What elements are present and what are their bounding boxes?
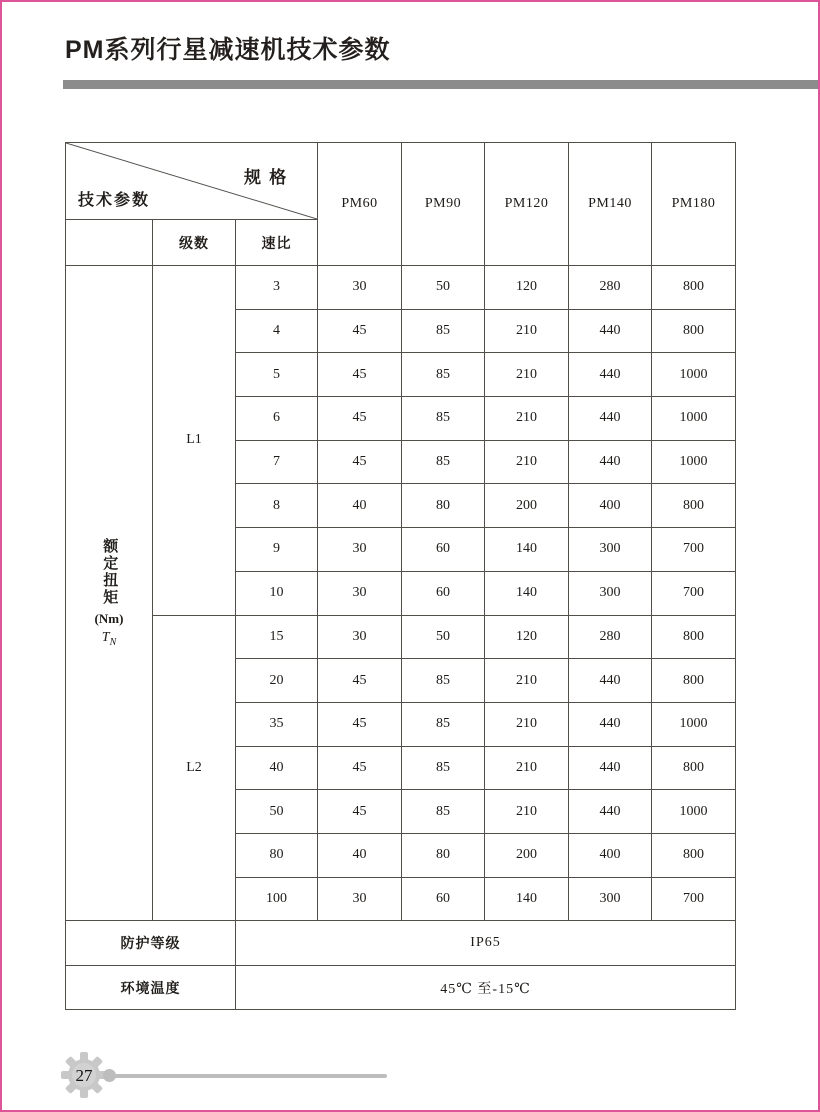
value-cell: 440 xyxy=(569,746,652,790)
value-cell: 120 xyxy=(485,615,569,659)
value-cell: 40 xyxy=(318,833,402,877)
empty-cell xyxy=(66,220,153,266)
value-cell: 300 xyxy=(569,877,652,921)
value-cell: 400 xyxy=(569,833,652,877)
value-cell: 140 xyxy=(485,528,569,572)
corner-label-spec: 规 格 xyxy=(244,168,289,187)
value-cell: 140 xyxy=(485,877,569,921)
table-body xyxy=(66,266,736,921)
value-cell: 30 xyxy=(318,571,402,615)
value-cell: 85 xyxy=(402,746,485,790)
value-cell: 85 xyxy=(402,659,485,703)
ratio-cell: 8 xyxy=(236,484,318,528)
value-cell: 210 xyxy=(485,353,569,397)
page-title: PM系列行星减速机技术参数 xyxy=(65,36,391,64)
value-cell: 200 xyxy=(485,833,569,877)
value-cell: 400 xyxy=(569,484,652,528)
temperature-row xyxy=(66,966,736,1010)
value-cell: 210 xyxy=(485,746,569,790)
value-cell: 45 xyxy=(318,790,402,834)
value-cell: 45 xyxy=(318,702,402,746)
spec-table xyxy=(65,142,736,1010)
value-cell: 50 xyxy=(402,266,485,310)
ratio-cell: 40 xyxy=(236,746,318,790)
value-cell: 300 xyxy=(569,528,652,572)
table-header xyxy=(66,143,736,266)
value-cell: 30 xyxy=(318,266,402,310)
protection-label: 防护等级 xyxy=(66,921,236,966)
ratio-cell: 5 xyxy=(236,353,318,397)
ratio-header-cell: 速比 xyxy=(236,220,318,266)
torque-label-cell xyxy=(66,266,153,921)
title-underline-bar xyxy=(63,80,818,89)
table-row xyxy=(66,266,736,310)
ratio-cell: 35 xyxy=(236,702,318,746)
value-cell: 440 xyxy=(569,702,652,746)
temperature-value: 45℃ 至-15℃ xyxy=(236,966,736,1010)
value-cell: 800 xyxy=(652,615,736,659)
value-cell: 60 xyxy=(402,571,485,615)
value-cell: 1000 xyxy=(652,440,736,484)
value-cell: 800 xyxy=(652,484,736,528)
corner-cell xyxy=(66,143,318,220)
table-row xyxy=(66,615,736,659)
value-cell: 45 xyxy=(318,440,402,484)
value-cell: 210 xyxy=(485,397,569,441)
value-cell: 1000 xyxy=(652,702,736,746)
value-cell: 700 xyxy=(652,877,736,921)
value-cell: 30 xyxy=(318,877,402,921)
value-cell: 800 xyxy=(652,659,736,703)
page-number: 27 xyxy=(75,1066,93,1085)
value-cell: 30 xyxy=(318,615,402,659)
model-header-cell: PM120 xyxy=(485,143,569,266)
value-cell: 60 xyxy=(402,877,485,921)
value-cell: 280 xyxy=(569,266,652,310)
value-cell: 45 xyxy=(318,746,402,790)
value-cell: 210 xyxy=(485,790,569,834)
value-cell: 85 xyxy=(402,790,485,834)
value-cell: 50 xyxy=(402,615,485,659)
ratio-cell: 10 xyxy=(236,571,318,615)
value-cell: 440 xyxy=(569,397,652,441)
value-cell: 1000 xyxy=(652,790,736,834)
value-cell: 280 xyxy=(569,615,652,659)
value-cell: 200 xyxy=(485,484,569,528)
value-cell: 45 xyxy=(318,309,402,353)
ratio-cell: 15 xyxy=(236,615,318,659)
torque-label-text: 额定扭矩 xyxy=(101,538,118,607)
value-cell: 700 xyxy=(652,528,736,572)
value-cell: 45 xyxy=(318,353,402,397)
ratio-cell: 3 xyxy=(236,266,318,310)
value-cell: 440 xyxy=(569,440,652,484)
value-cell: 440 xyxy=(569,309,652,353)
value-cell: 30 xyxy=(318,528,402,572)
ratio-cell: 9 xyxy=(236,528,318,572)
value-cell: 120 xyxy=(485,266,569,310)
value-cell: 800 xyxy=(652,309,736,353)
value-cell: 300 xyxy=(569,571,652,615)
ratio-cell: 80 xyxy=(236,833,318,877)
page-number-gear-icon xyxy=(60,1051,108,1099)
model-header-cell: PM180 xyxy=(652,143,736,266)
value-cell: 210 xyxy=(485,659,569,703)
value-cell: 440 xyxy=(569,353,652,397)
value-cell: 40 xyxy=(318,484,402,528)
ratio-cell: 7 xyxy=(236,440,318,484)
value-cell: 45 xyxy=(318,659,402,703)
value-cell: 140 xyxy=(485,571,569,615)
model-header-cell: PM90 xyxy=(402,143,485,266)
value-cell: 85 xyxy=(402,309,485,353)
ratio-cell: 4 xyxy=(236,309,318,353)
corner-label-params: 技术参数 xyxy=(78,192,151,209)
protection-row xyxy=(66,921,736,966)
value-cell: 440 xyxy=(569,790,652,834)
value-cell: 85 xyxy=(402,397,485,441)
temperature-label: 环境温度 xyxy=(66,966,236,1010)
value-cell: 440 xyxy=(569,659,652,703)
value-cell: 1000 xyxy=(652,397,736,441)
value-cell: 85 xyxy=(402,353,485,397)
value-cell: 800 xyxy=(652,746,736,790)
footer-decorative-line xyxy=(110,1074,387,1078)
header-row-1 xyxy=(66,143,736,220)
protection-value: IP65 xyxy=(236,921,736,966)
table-footer xyxy=(66,921,736,1010)
value-cell: 85 xyxy=(402,702,485,746)
value-cell: 800 xyxy=(652,833,736,877)
value-cell: 210 xyxy=(485,309,569,353)
value-cell: 60 xyxy=(402,528,485,572)
torque-label-unit: (Nm) xyxy=(94,611,124,627)
value-cell: 1000 xyxy=(652,353,736,397)
stage-cell: L1 xyxy=(153,266,236,616)
value-cell: 45 xyxy=(318,397,402,441)
stage-header-cell: 级数 xyxy=(153,220,236,266)
value-cell: 80 xyxy=(402,484,485,528)
ratio-cell: 6 xyxy=(236,397,318,441)
model-header-cell: PM60 xyxy=(318,143,402,266)
value-cell: 80 xyxy=(402,833,485,877)
ratio-cell: 100 xyxy=(236,877,318,921)
value-cell: 210 xyxy=(485,702,569,746)
value-cell: 85 xyxy=(402,440,485,484)
ratio-cell: 20 xyxy=(236,659,318,703)
ratio-cell: 50 xyxy=(236,790,318,834)
value-cell: 800 xyxy=(652,266,736,310)
value-cell: 700 xyxy=(652,571,736,615)
model-header-cell: PM140 xyxy=(569,143,652,266)
stage-cell: L2 xyxy=(153,615,236,921)
torque-label-symbol: $T_N$ xyxy=(101,630,117,649)
value-cell: 210 xyxy=(485,440,569,484)
